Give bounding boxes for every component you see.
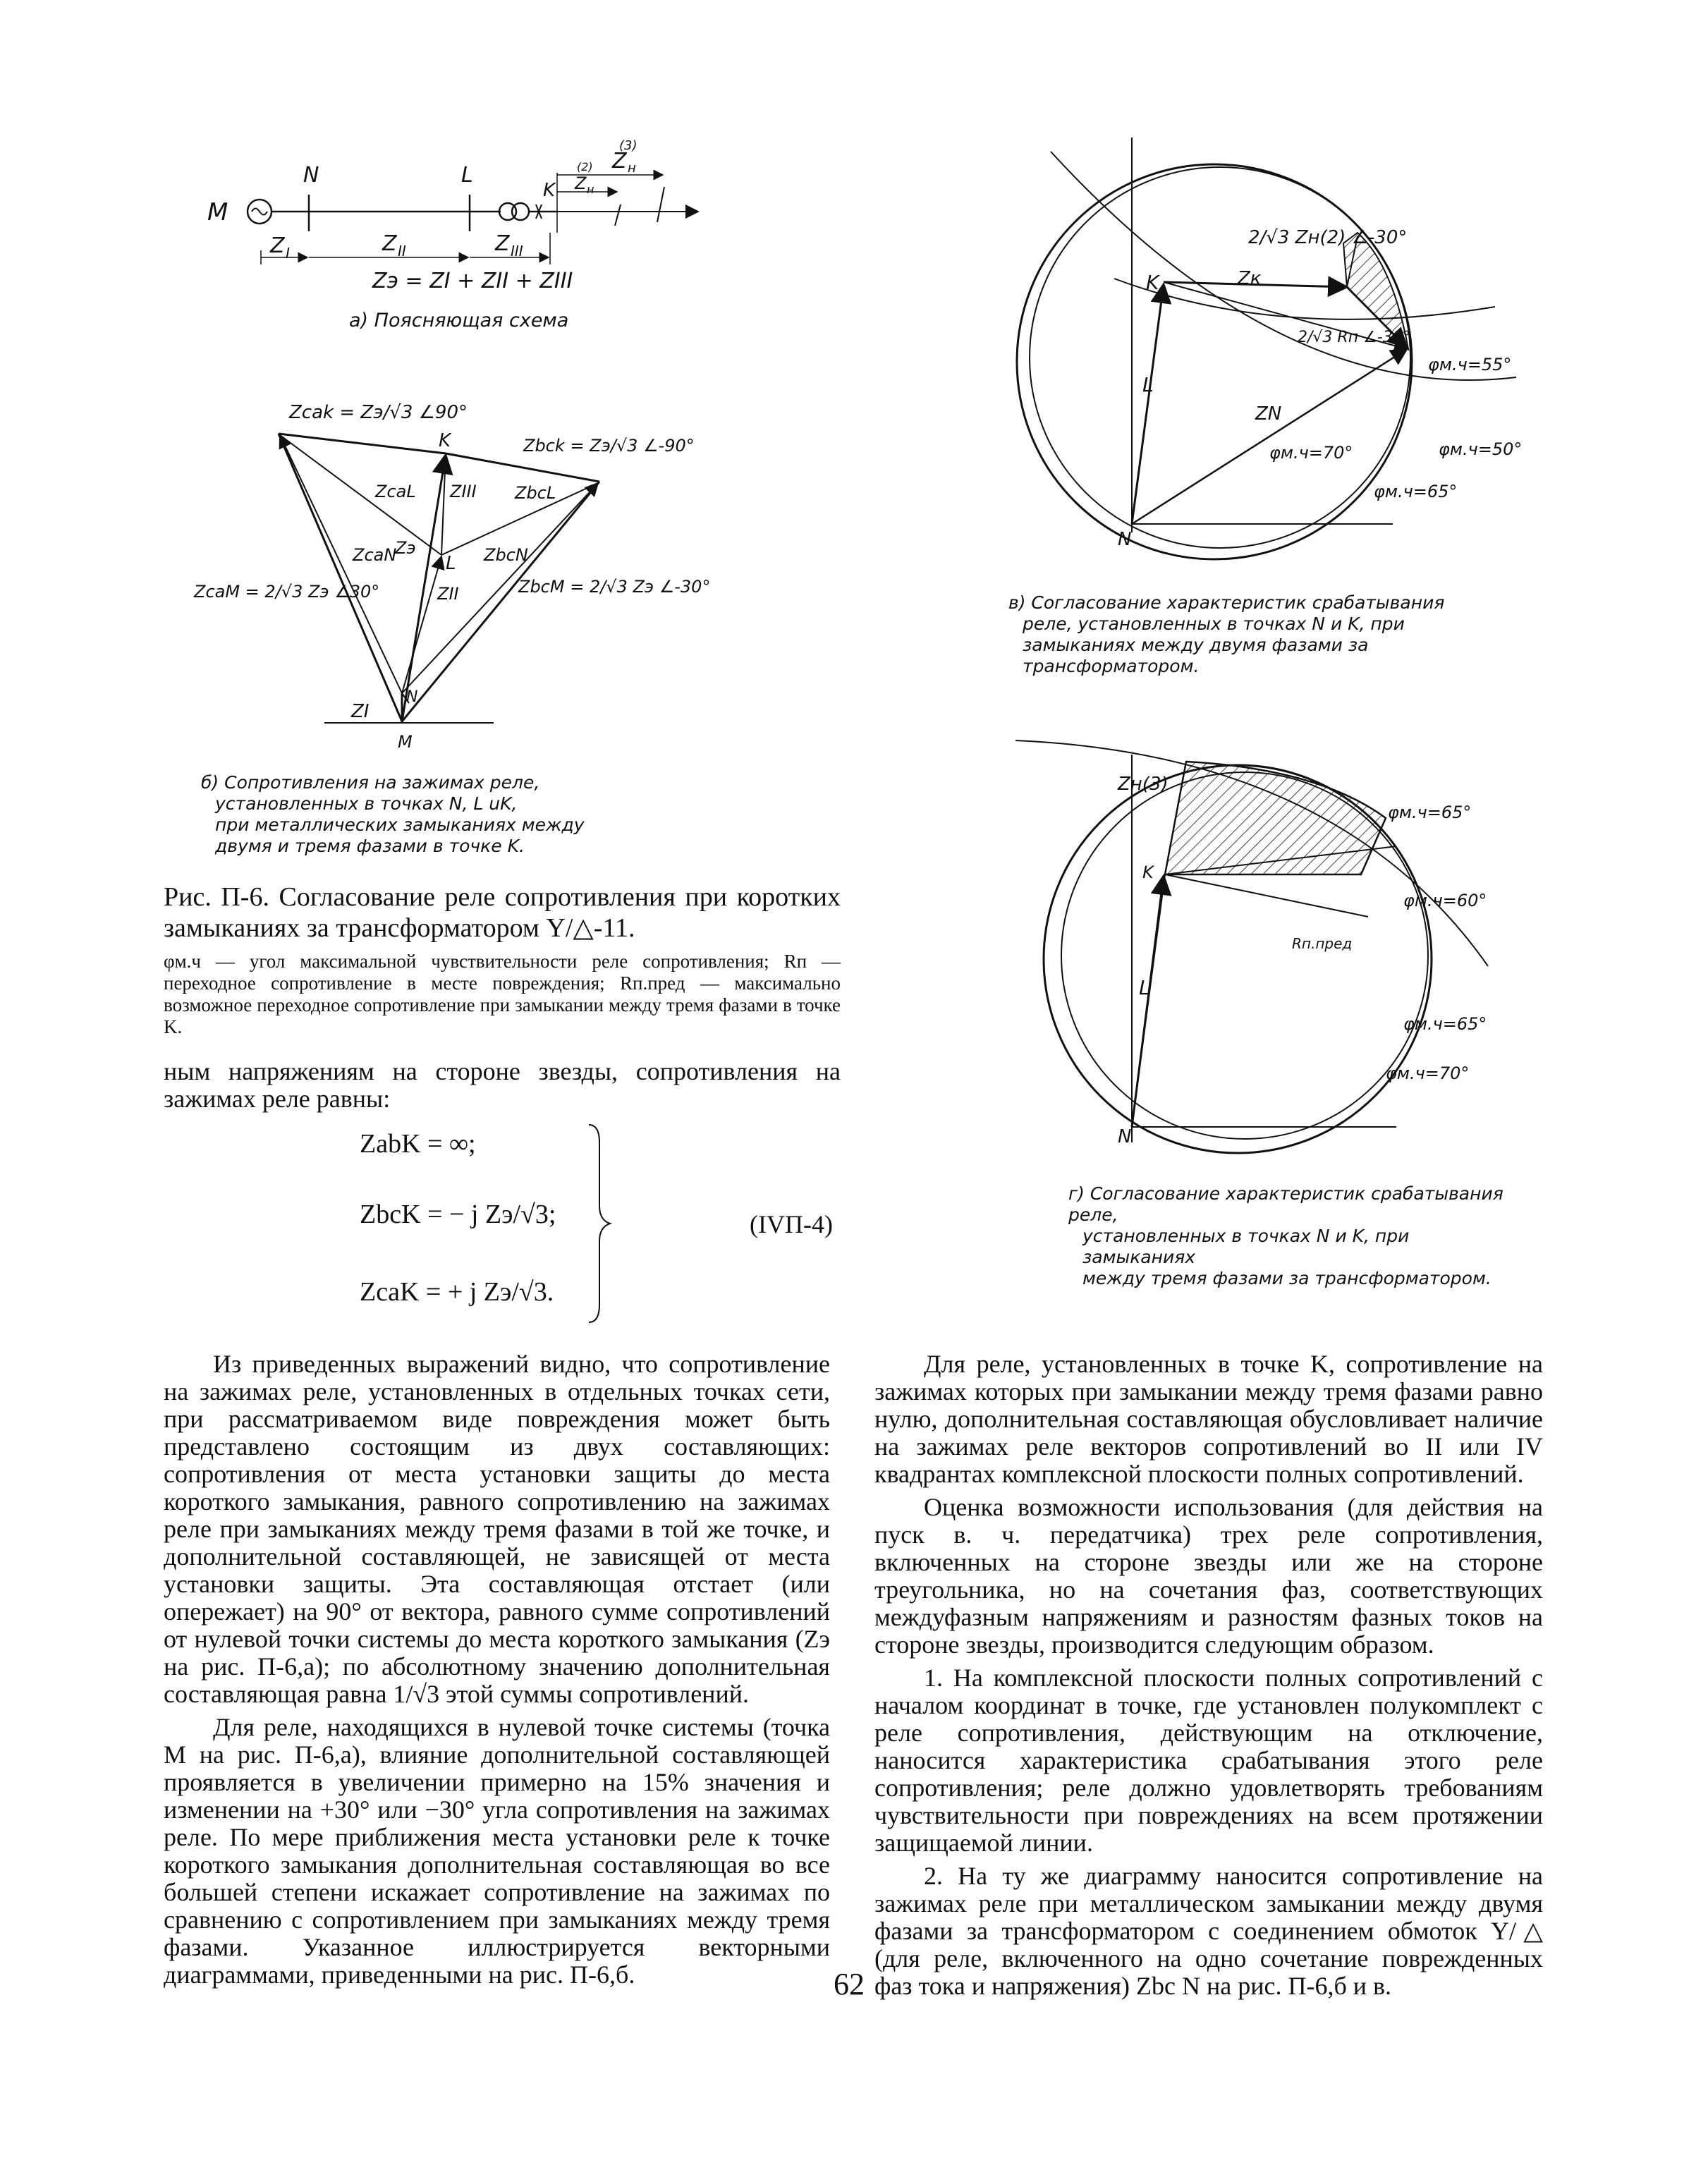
svg-text:II: II [398, 243, 406, 260]
svg-text:н: н [587, 183, 594, 196]
label-N: N [303, 163, 319, 188]
label-ZI: ZI [351, 701, 370, 722]
caption-a: а) Поясняющая схема [349, 310, 569, 331]
label-ZH3: Z [612, 149, 627, 173]
label-Zbck: Zbck = Zэ/√3 ∠-90° [523, 436, 695, 456]
label-phi50: φм.ч=50° [1439, 439, 1523, 459]
formula-line-3: ZcaK = + j Zэ/√3. [360, 1277, 554, 1307]
formula-number: (IVП-4) [750, 1210, 833, 1238]
label-phi65a: φм.ч=65° [1388, 803, 1472, 822]
label-ZI: Z [270, 233, 285, 258]
figure-a-scheme [190, 134, 755, 367]
label-ZH2: Z [575, 173, 587, 193]
label-Zk: Zк [1238, 268, 1262, 289]
caption-b: б) Сопротивления на зажимах реле, установленных в точках N, L uK, при металлических замыканиях между двумя и тремя фазами в точке K. [201, 772, 585, 856]
formula-brace [585, 1121, 614, 1326]
label-K: K [439, 430, 451, 451]
left-column [164, 1350, 830, 1994]
right-paragraph-4: 2. На ту же диаграмму наносится сопротивление на зажимах реле при металлическом замыкании между двумя фазами за трансформатором с соединением обмоток Y/△ (для реле, включенного на одно сочетание поврежденных фаз тока и напряжения) Zbc N на рис. П-6,б и в. [874, 1862, 1543, 2000]
label-K: K [1146, 271, 1159, 294]
label-K: K [1142, 862, 1154, 882]
label-M: M [207, 198, 228, 226]
svg-text:(3): (3) [619, 138, 638, 153]
figure-g-circle-diagram [1001, 740, 1537, 1288]
label-phi55: φм.ч=55° [1428, 355, 1512, 374]
intro-paragraph: ным напряжениям на стороне звезды, сопротивления на зажимах реле равны: [164, 1057, 841, 1113]
page-number: 62 [834, 1967, 865, 2001]
label-N: N [406, 688, 418, 706]
left-paragraph-2: Для реле, находящихся в нулевой точке системы (точка M на рис. П-6,а), влияние дополнительной составляющей проявляется в увеличении примерно на 15% значения и изменении на +30° или −30° угла сопротивления на зажимах реле. По мере приближения места установки реле к точке короткого замыкания дополнительная составляющая во все большей степени искажает сопротивление на зажимах по сравнению с сопротивлением при замыканиях между тремя фазами. Указанное иллюстрируется векторными диаграммами, приведенными на рис. П-6,б. [164, 1713, 830, 1989]
label-ZIII: Z [495, 231, 510, 256]
right-paragraph-1: Для реле, установленных в точке K, сопротивление на зажимах которых при замыкании между тремя фазами равно нулю, дополнительная составляющая обусловливает наличие на зажимах реле векторов сопротивлений во II или IV квадрантах комплексной плоскости полных сопротивлений. [874, 1350, 1543, 1488]
label-ZbcM: ZbcM = 2/√3 Zэ ∠-30° [518, 577, 711, 597]
figure-v-circle-diagram [987, 138, 1537, 676]
label-ZbcN: ZbcN [484, 545, 528, 565]
svg-text:(2): (2) [577, 160, 593, 173]
formula-Ze: Zэ = ZI + ZII + ZIII [372, 269, 573, 293]
label-ZcaL: ZcaL [375, 482, 416, 501]
caption-legend: φм.ч — угол максимальной чувствительности реле сопротивления; Rп — переходное сопротивление в месте повреждения; Rп.пред — максимально возможное переходное сопротивление при замыкании между тремя фазами в точке K. [164, 951, 841, 1037]
figure-b-drawing [194, 391, 711, 772]
label-phi70: φм.ч=70° [1386, 1063, 1470, 1083]
figure-v-drawing [987, 138, 1537, 550]
right-paragraph-3: 1. На комплексной плоскости полных сопротивлений с началом координат в точке, где установлен полукомплект с реле сопротивления, действующим на отключение, наносится характеристика срабатывания этого реле сопротивления; реле должно удовлетворять требованиям чувствительности при повреждениях на всем протяжении защищаемой линии. [874, 1664, 1543, 1857]
label-ZH3: Zн(3) [1118, 774, 1169, 795]
label-ZN: ZN [1255, 403, 1282, 425]
label-Rn: 2/√3 Rп ∠-30° [1298, 329, 1410, 346]
formula-line-1: ZabK = ∞; [360, 1129, 476, 1159]
caption-v: в) Согласование характеристик срабатывания реле, установленных в точках N и K, при замыканиях между двумя фазами за трансформатором. [1008, 592, 1445, 676]
svg-text:III: III [511, 243, 523, 260]
label-L: L [1139, 976, 1150, 999]
label-vec-top: 2/√3 Zн(2) ∠-30° [1248, 227, 1408, 248]
label-ZII: Z [382, 231, 397, 256]
label-Z3: Zэ [395, 538, 416, 558]
label-N: N [1118, 1126, 1132, 1147]
caption-main: Рис. П-6. Согласование реле сопротивления при коротких замыканиях за трансформатором Y/△-11. [164, 882, 841, 943]
figure-a-drawing [190, 134, 755, 367]
caption-g: г) Согласование характеристик срабатывания реле, установленных в точках N и K, при замыканиях между тремя фазами за трансформатором. [1068, 1183, 1503, 1288]
figure-caption [164, 882, 841, 1038]
svg-text:н: н [628, 161, 636, 176]
label-L: L [461, 163, 473, 188]
figure-g-drawing [1001, 740, 1537, 1164]
label-K: K [543, 180, 556, 201]
label-L: L [446, 553, 456, 574]
label-ZcaN: ZcaN [353, 545, 397, 565]
label-ZIII: ZIII [450, 482, 477, 501]
label-Rpred: Rп.пред [1292, 935, 1353, 952]
label-N: N [1118, 529, 1132, 550]
label-phi60: φм.ч=60° [1403, 891, 1487, 910]
formula-line-2: ZbcK = − j Zэ/√3; [360, 1200, 556, 1229]
label-Zcak: Zcak = Zэ/√3 ∠90° [289, 402, 468, 423]
label-phi65b: φм.ч=65° [1403, 1014, 1487, 1034]
left-paragraph-1: Из приведенных выражений видно, что сопротивление на зажимах реле, установленных в отдельных точках сети, при рассматриваемом виде повреждения может быть представлено состоящим из двух составляющих: сопротивления от места установки защиты до места короткого замыкания, равного сопротивлению на зажимах реле при замыканиях между тремя фазами в той же точке, и дополнительной составляющей, не зависящей от места установки защиты. Эта составляющая отстает (или опережает) на 90° от вектора, равного сумме сопротивлений от нулевой точки системы до места короткого замыкания (Zэ на рис. П-6,а); по абсолютному значению дополнительная составляющая равна 1/√3 этой суммы сопротивлений. [164, 1350, 830, 1708]
svg-text:I: I [286, 245, 290, 262]
label-L: L [1142, 373, 1154, 396]
label-phi70: φм.ч=70° [1269, 443, 1353, 463]
label-M: M [398, 732, 413, 752]
label-ZII: ZII [437, 584, 459, 604]
figure-b-vector-diagram [194, 391, 711, 856]
right-paragraph-2: Оценка возможности использования (для действия на пуск в. ч. передатчика) трех реле сопротивления, включенных на стороне звезды или же на стороне треугольника, но на сочетания фаз, соответствующих междуфазным напряжениям и разностям фазных токов на стороне звезды, производится следующим образом. [874, 1493, 1543, 1659]
label-ZcaM: ZcaM = 2/√3 Zэ ∠30° [194, 582, 380, 602]
label-phi65: φм.ч=65° [1374, 482, 1458, 501]
right-column [874, 1350, 1543, 2006]
label-ZbcL: ZbcL [515, 483, 556, 503]
